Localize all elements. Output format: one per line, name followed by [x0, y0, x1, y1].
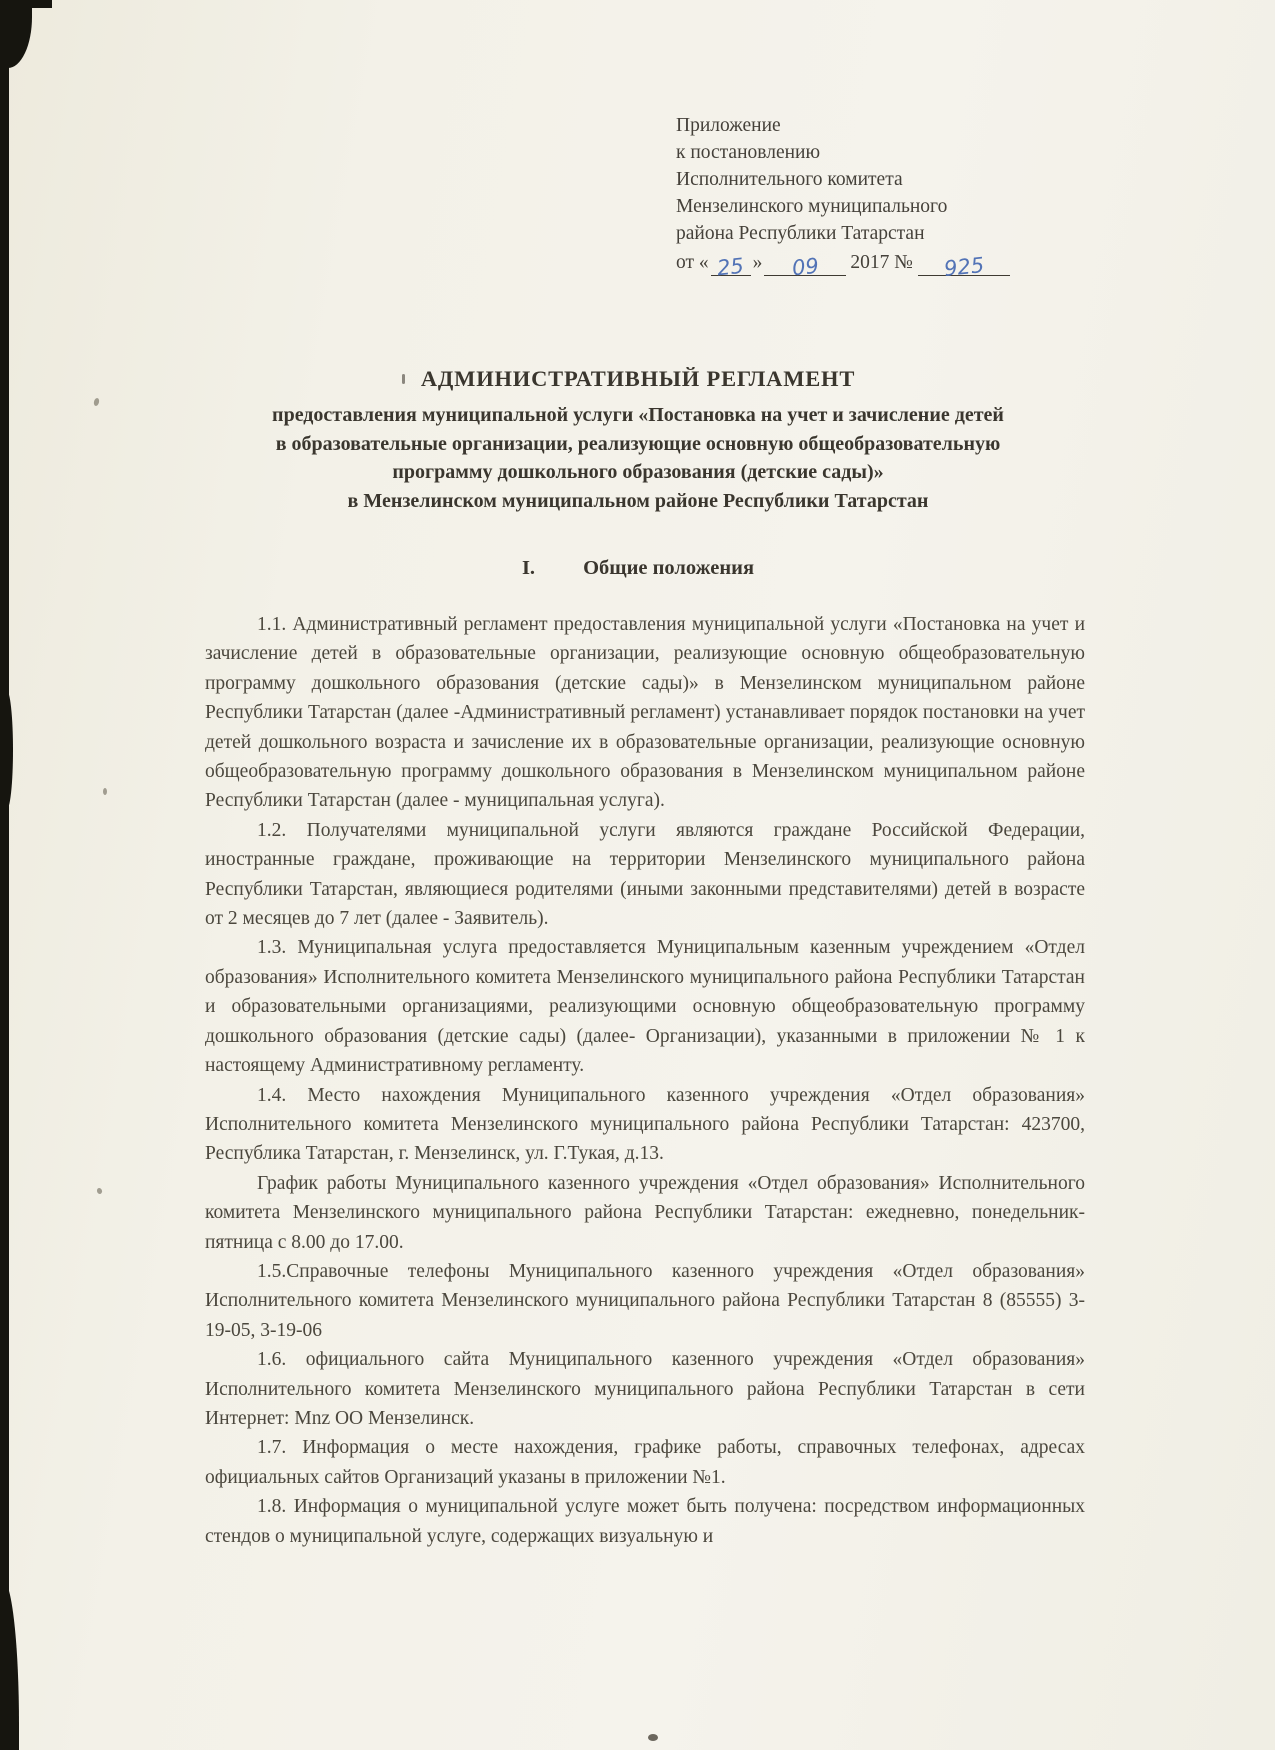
section-heading	[98, 557, 1178, 580]
scan-edge-top-bar	[0, 0, 52, 8]
document-header-block	[676, 112, 1010, 282]
paragraph-1-8: 1.8. Информация о муниципальной услуге может быть получена: посредством информационных стендов о муниципальной услуге, содержащих визуальную и	[205, 1496, 1085, 1547]
scan-speck	[103, 788, 107, 795]
date-number-blank	[918, 252, 1010, 282]
date-year-label: 2017 №	[850, 252, 913, 273]
paragraph-1-2: 1.2. Получателями муниципальной услуги являются граждане Российской Федерации, иностранные граждане, проживающие на территории Мензелинского муниципального района Республики Татарстан, являющиеся родителями (иными законными представителями) детей в возрасте от 2 месяцев до 7 лет (далее - Заявитель).	[205, 819, 1085, 930]
title-line-4: программу дошкольного образования (детские сады)»	[392, 461, 884, 483]
paragraph-schedule: График работы Муниципального казенного учреждения «Отдел образования» Исполнительного комитета Мензелинского муниципального района Республики Татарстан: ежедневно, понедельник-пятница с 8.00 до 17.00.	[205, 1172, 1085, 1253]
paragraph-1-7: 1.7. Информация о месте нахождения, графике работы, справочных телефонах, адресах официальных сайтов Организаций указаны в приложении №1.	[205, 1437, 1085, 1488]
title-line-5: в Мензелинском муниципальном районе Республики Татарстан	[347, 489, 929, 512]
date-line	[676, 249, 1010, 282]
document-body	[205, 610, 1085, 1551]
paragraph-1-3: 1.3. Муниципальная услуга предоставляется Муниципальным казенным учреждением «Отдел образования» Исполнительного комитета Мензелинского муниципального района Республики Татарстан и образовательными организациями, реализующими основную общеобразовательную программу дошкольного образования (детские сады) (далее- Организации), указанными в приложении № 1 к настоящему Административному регламенту.	[205, 937, 1085, 1077]
scan-edge-bottom-blob	[0, 1580, 19, 1750]
scan-speck	[96, 1187, 103, 1194]
date-prefix: от «	[676, 252, 709, 273]
scan-edge-mid-blob	[0, 690, 13, 810]
title-line-main: АДМИНИСТРАТИВНЫЙ РЕГЛАМЕНТ	[420, 366, 856, 391]
scan-edge-artifact	[0, 0, 9, 1750]
document-title	[98, 366, 1178, 515]
scan-bottom-mark	[648, 1734, 658, 1741]
title-line-3: в образовательные организации, реализующие основную общеобразовательную	[275, 432, 1001, 455]
title-line-2: предоставления муниципальной услуги «Постановка на учет и зачисление детей	[272, 404, 1004, 426]
date-day-blank	[711, 253, 751, 281]
header-line-1: Приложение	[676, 115, 781, 136]
paragraph-1-5: 1.5.Справочные телефоны Муниципального казенного учреждения «Отдел образования» Исполнительного комитета Мензелинского муниципального района Республики Татарстан 8 (85555) 3-19-05, 3-19-06	[205, 1260, 1085, 1341]
handwritten-month: 09	[790, 253, 820, 281]
paragraph-1-1: 1.1. Административный регламент предоставления муниципальной услуги «Постановка на учет и зачисление детей в образовательные организации, реализующие основную общеобразовательную программу дошкольного образования (детские сады)» в Мензелинском муниципальном районе Республики Татарстан (далее -Административный регламент) устанавливает порядок постановки на учет детей дошкольного возраста и зачисление их в образовательные организации, реализующие основную общеобразовательную программу дошкольного образования в Мензелинском муниципальном районе Республики Татарстан (далее - муниципальная услуга).	[205, 614, 1085, 812]
header-line-3: Исполнительного комитета	[676, 169, 903, 190]
section-number: I.	[521, 557, 536, 579]
scan-edge-top-blob	[0, 0, 32, 68]
paragraph-1-6: 1.6. официального сайта Муниципального казенного учреждения «Отдел образования» Исполнительного комитета Мензелинского муниципального района Республики Татарстан в сети Интернет: Mnz ОО Мензелинск.	[205, 1349, 1085, 1429]
handwritten-day: 25	[716, 253, 746, 281]
header-line-4: Мензелинского муниципального	[676, 196, 948, 217]
paragraph-1-4: 1.4. Место нахождения Муниципального казенного учреждения «Отдел образования» Исполнительного комитета Мензелинского муниципального района Республики Татарстан: 423700, Республика Татарстан, г. Мензелинск, ул. Г.Тукая, д.13.	[205, 1084, 1085, 1165]
section-title: Общие положения	[583, 557, 755, 579]
header-line-5: района Республики Татарстан	[676, 223, 925, 244]
date-month-blank	[764, 253, 846, 281]
header-line-2: к постановлению	[676, 142, 821, 163]
handwritten-number: 925	[942, 252, 986, 282]
date-close-quote: »	[752, 252, 763, 273]
